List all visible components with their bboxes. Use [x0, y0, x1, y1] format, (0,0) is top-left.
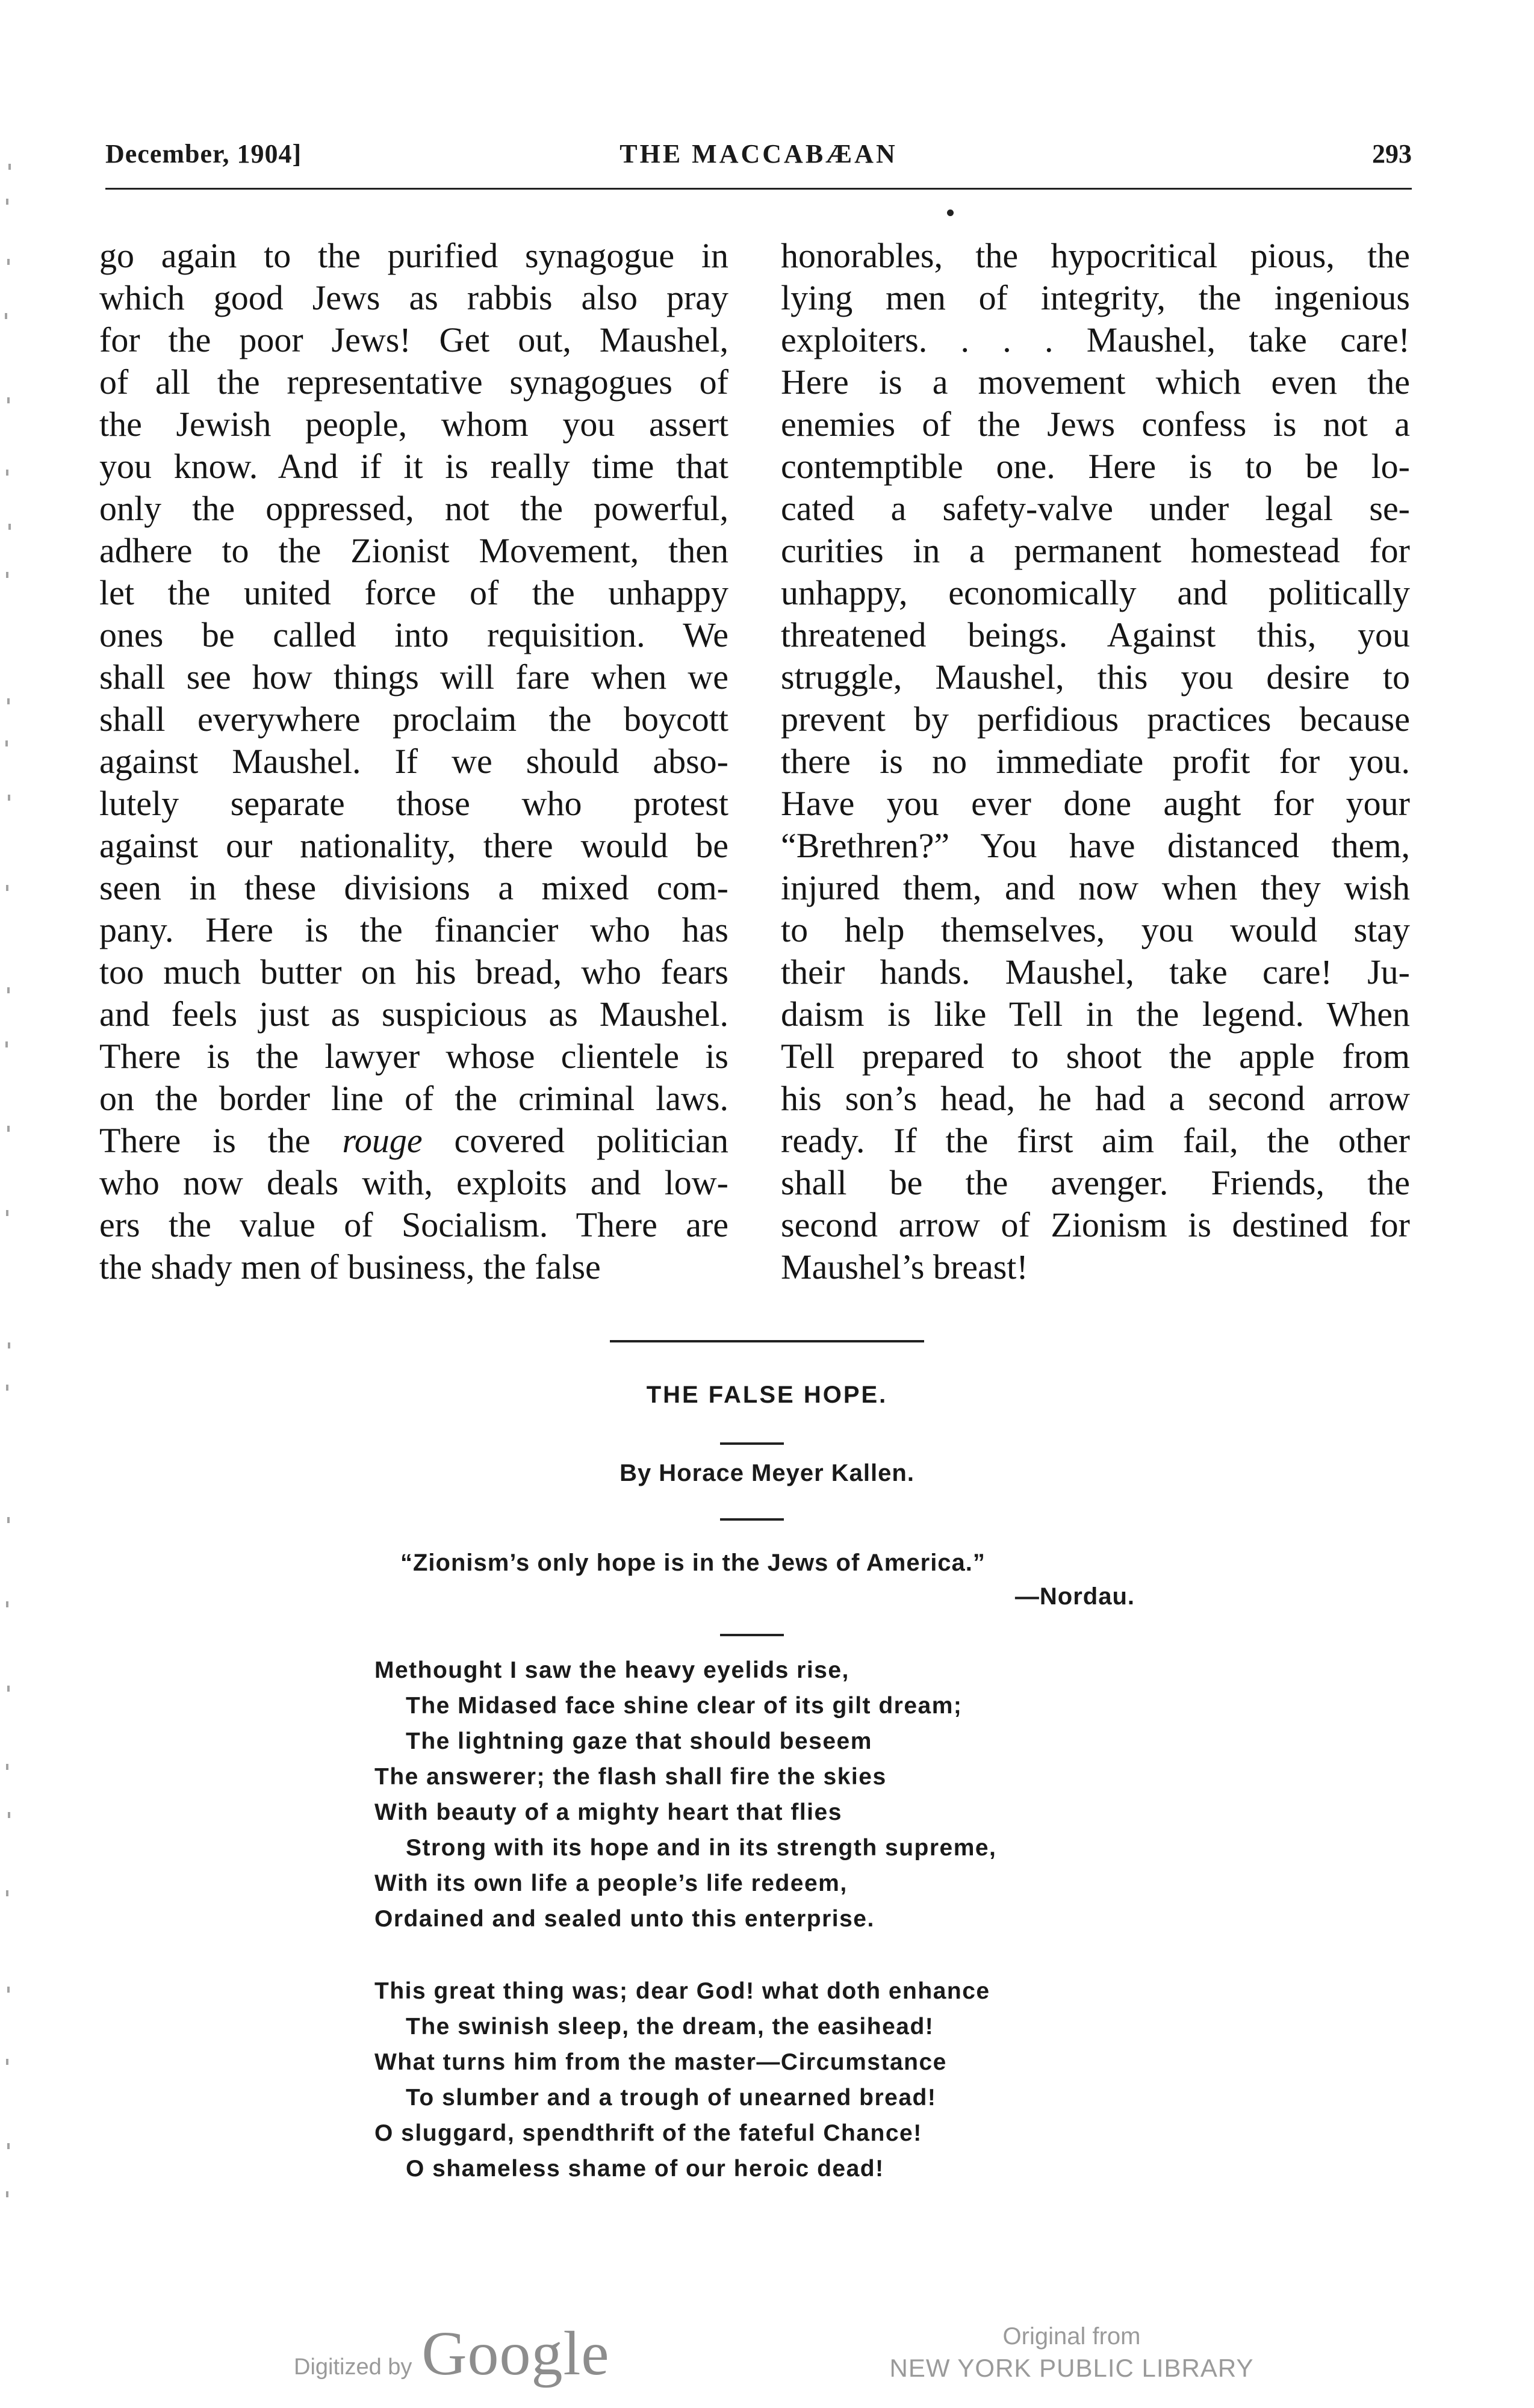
text-line: lying men of integrity, the ingenious	[781, 278, 1410, 317]
poem-stanza-1	[374, 1652, 1157, 1937]
poem-line: O shameless shame of our heroic dead!	[406, 2156, 884, 2182]
text-line: only the oppressed, not the powerful,	[99, 489, 728, 528]
text-line: seen in these divisions a mixed com-	[99, 868, 728, 907]
text-line: you know. And if it is really time that	[99, 447, 728, 486]
text-line: against Maushel. If we should abso-	[99, 742, 728, 781]
text-line: lutely separate those who protest	[99, 784, 728, 823]
text-line: for the poor Jews! Get out, Maushel,	[99, 320, 728, 359]
text-line: and feels just as suspicious as Maushel.	[99, 995, 728, 1034]
text-line: who now deals with, exploits and low-	[99, 1163, 728, 1202]
text-line: cated a safety-valve under legal se-	[781, 489, 1410, 528]
text-line: injured them, and now when they wish	[781, 868, 1410, 907]
text-line: ready. If the first aim fail, the other	[781, 1121, 1410, 1160]
digitized-by-watermark	[294, 2318, 610, 2389]
text-line: let the united force of the unhappy	[99, 573, 728, 612]
text-line: which good Jews as rabbis also pray	[99, 278, 728, 317]
text-line: their hands. Maushel, take care! Ju-	[781, 952, 1410, 991]
library-name: NEW YORK PUBLIC LIBRARY	[889, 2354, 1254, 2382]
text-line: curities in a permanent homestead for	[781, 531, 1410, 570]
text-line: on the border line of the criminal laws.	[99, 1079, 728, 1118]
text-line: go again to the purified synagogue in	[99, 236, 728, 275]
text-line: too much butter on his bread, who fears	[99, 952, 728, 991]
journal-title: THE MACCABÆAN	[620, 139, 898, 169]
text-line: of all the representative synagogues of	[99, 362, 728, 402]
text-line: Here is a movement which even the	[781, 362, 1410, 402]
author-underline	[720, 1518, 784, 1521]
text-line: Maushel’s breast!	[781, 1247, 1028, 1286]
text-line: enemies of the Jews confess is not a	[781, 405, 1410, 444]
text-line: honorables, the hypocritical pious, the	[781, 236, 1410, 275]
text-line: threatened beings. Against this, you	[781, 615, 1410, 654]
poem-line: With its own life a people’s life redeem,	[374, 1870, 848, 1896]
text-line: adhere to the Zionist Movement, then	[99, 531, 728, 570]
issue-date: December, 1904]	[105, 139, 302, 169]
poem-line: Strong with its hope and in its strength supreme,	[406, 1835, 997, 1861]
poem-line: The swinish sleep, the dream, the easihead!	[406, 2014, 934, 2040]
poem-line: The Midased face shine clear of its gilt dream;	[406, 1693, 963, 1719]
poem-line: What turns him from the master—Circumstance	[374, 2049, 947, 2075]
text-line: Have you ever done aught for your	[781, 784, 1410, 823]
poem-line: O sluggard, spendthrift of the fateful Chance!	[374, 2120, 922, 2146]
left-text-column	[99, 235, 728, 1288]
text-line: ers the value of Socialism. There are	[99, 1205, 728, 1244]
title-underline	[720, 1442, 784, 1445]
text-line: against our nationality, there would be	[99, 826, 728, 865]
text-line: “Brethren?” You have distanced them,	[781, 826, 1410, 865]
text-line: daism is like Tell in the legend. When	[781, 995, 1410, 1034]
text-line: to help themselves, you would stay	[781, 910, 1410, 949]
text-line: contemptible one. Here is to be lo-	[781, 447, 1410, 486]
text-line: ones be called into requisition. We	[99, 615, 728, 654]
header-rule	[105, 188, 1412, 190]
poem-line: This great thing was; dear God! what doth enhance	[374, 1978, 990, 2004]
text-line: shall everywhere proclaim the boycott	[99, 700, 728, 739]
epigraph-quote: “Zionism’s only hope is in the Jews of America.”	[400, 1550, 986, 1576]
text-line: his son’s head, he had a second arrow	[781, 1079, 1410, 1118]
poem-line: The answerer; the flash shall fire the skies	[374, 1764, 887, 1790]
digitized-by-text: Digitized by	[294, 2354, 412, 2380]
epigraph-attribution: —Nordau.	[1014, 1583, 1135, 1610]
poem-line: The lightning gaze that should beseem	[406, 1728, 872, 1754]
right-text-column	[781, 235, 1410, 1288]
text-line: prevent by perfidious practices because	[781, 700, 1410, 739]
text-line: shall be the avenger. Friends, the	[781, 1163, 1410, 1202]
italic-word: rouge	[342, 1121, 423, 1160]
text-line: shall see how things will fare when we	[99, 657, 728, 697]
text-line: pany. Here is the financier who has	[99, 910, 728, 949]
poem-title: THE FALSE HOPE.	[646, 1382, 888, 1408]
text-line: struggle, Maushel, this you desire to	[781, 657, 1410, 697]
original-from-text: Original from	[1002, 2323, 1141, 2350]
epigraph-underline	[720, 1634, 784, 1636]
text-line: unhappy, economically and politically	[781, 573, 1410, 612]
header-dot	[947, 209, 954, 216]
text-line: exploiters. . . . Maushel, take care!	[781, 320, 1410, 359]
margin-scan-artifacts	[0, 0, 24, 2408]
original-from-watermark	[885, 2321, 1258, 2385]
poem-line: With beauty of a mighty heart that flies	[374, 1799, 842, 1825]
text-line: There is the lawyer whose clientele is	[99, 1037, 728, 1076]
poem-line: Methought I saw the heavy eyelids rise,	[374, 1657, 849, 1683]
page-number: 293	[1372, 139, 1412, 169]
section-divider	[610, 1340, 924, 1342]
text-line: there is no immediate profit for you.	[781, 742, 1410, 781]
text-line: second arrow of Zionism is destined for	[781, 1205, 1410, 1244]
poem-line: Ordained and sealed unto this enterprise.	[374, 1906, 875, 1932]
poem-stanza-2	[374, 1973, 1157, 2186]
running-header	[105, 138, 1412, 181]
google-logo: Google	[421, 2319, 610, 2388]
poem-author: By Horace Meyer Kallen.	[620, 1460, 914, 1486]
text-line: the Jewish people, whom you assert	[99, 405, 728, 444]
epigraph	[400, 1546, 1135, 1613]
poem-line: To slumber and a trough of unearned bread!	[406, 2085, 937, 2111]
text-line: the shady men of business, the false	[99, 1247, 601, 1286]
text-line: Tell prepared to shoot the apple from	[781, 1037, 1410, 1076]
text-line: There is the rouge covered politician	[99, 1121, 728, 1160]
